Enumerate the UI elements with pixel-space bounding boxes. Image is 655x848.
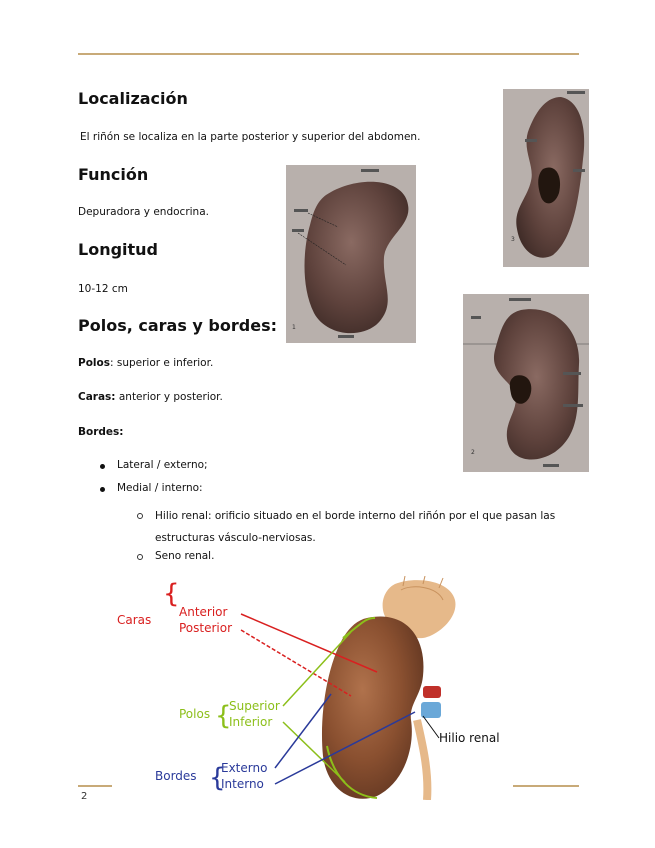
list-item: [117, 482, 203, 494]
photo-1-index: 1: [292, 324, 296, 331]
heading-funcion: Función: [78, 165, 149, 184]
footer-rule-left: [78, 785, 112, 787]
bullet-circle-icon: [137, 554, 143, 560]
diagram-hilio-label: Hilio renal: [439, 731, 500, 745]
footer-rule-right: [513, 785, 579, 787]
page-number: 2: [81, 791, 88, 802]
diagram-bordes-label: Bordes: [155, 769, 197, 783]
text-longitud: 10-12 cm: [78, 283, 128, 295]
bullet-dot-icon: [100, 464, 105, 469]
photo-3-index: 2: [471, 449, 475, 456]
brace-icon: {: [163, 579, 180, 609]
text-polos: [78, 357, 213, 369]
heading-longitud: Longitud: [78, 240, 159, 259]
sub-list-item: [155, 505, 565, 549]
text-bordes: [78, 426, 123, 438]
list-item: [117, 459, 208, 471]
diagram-caras-posterior: Posterior: [179, 621, 233, 635]
list-item-text: Lateral / externo;: [117, 459, 208, 471]
bullet-circle-icon: [137, 513, 143, 519]
heading-polos-caras-bordes: Polos, caras y bordes:: [78, 316, 277, 335]
label-caras: Caras:: [78, 391, 116, 403]
text-funcion: Depuradora y endocrina.: [78, 206, 209, 218]
brace-icon: {: [209, 763, 226, 793]
value-caras: anterior y posterior.: [115, 391, 223, 403]
list-item-text: Medial / interno:: [117, 482, 203, 494]
kidney-photo-3: [463, 294, 589, 472]
sub-list-item-text: Hilio renal: orificio situado en el borde interno del riñón por el que pasan las estructuras vásculo-nerviosas.: [155, 510, 556, 544]
diagram-polos-label: Polos: [179, 707, 211, 721]
text-localizacion: El riñón se localiza en la parte posterior y superior del abdomen.: [80, 131, 421, 143]
label-bordes: Bordes:: [78, 426, 124, 438]
diagram-bordes-interno: Interno: [221, 777, 264, 791]
sub-list-item-text: Seno renal.: [155, 550, 215, 562]
header-rule: [78, 53, 579, 55]
brace-icon: {: [215, 701, 232, 731]
label-polos: Polos: [78, 357, 110, 369]
diagram-caras-anterior: Anterior: [179, 605, 228, 619]
diagram-polos-inferior: Inferior: [229, 715, 273, 729]
heading-localizacion: Localización: [78, 89, 188, 108]
diagram-bordes-externo: Externo: [221, 761, 268, 775]
diagram-caras-label: Caras: [117, 613, 152, 627]
text-caras: [78, 391, 223, 403]
sub-list-item: [155, 550, 214, 562]
diagram-polos-superior: Superior: [229, 699, 280, 713]
kidney-photo-1: [286, 165, 416, 343]
value-polos: : superior e inferior.: [109, 357, 214, 369]
bullet-dot-icon: [100, 487, 105, 492]
kidney-diagram: [105, 576, 535, 800]
photo-2-index: 3: [511, 236, 515, 243]
kidney-photo-2: [503, 89, 589, 267]
